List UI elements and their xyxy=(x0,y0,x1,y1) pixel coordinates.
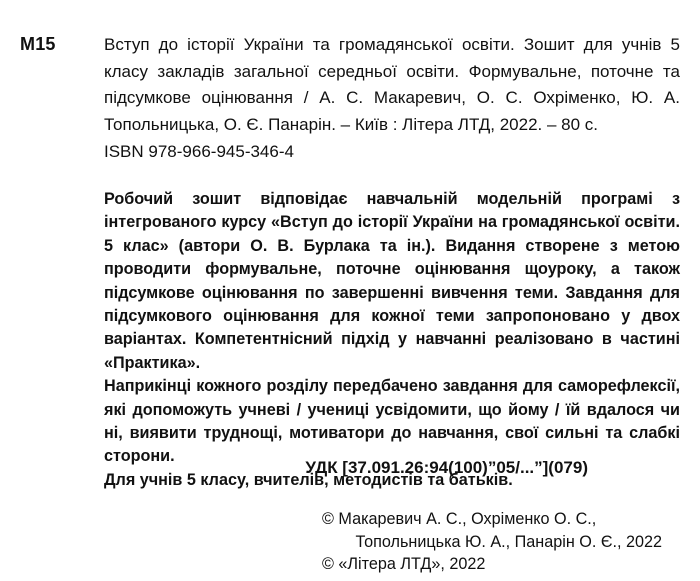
copyright-line-2: Топольницька Ю. А., Панарін О. Є., 2022 xyxy=(355,532,662,551)
annotation xyxy=(104,188,680,492)
annotation-paragraph-2: Наприкінці кожного розділу передбачено завдання для саморефлексії, які допоможуть учневі / учениці усвідомити, що йому / їй вдалося чи ні, виявити труднощі, мотиватори до навчання, свої сильні та слабкі сторони. xyxy=(104,377,680,466)
isbn-number: ISBN 978-966-945-346-4 xyxy=(104,142,294,161)
copyright-line-3: © «Літера ЛТД», 2022 xyxy=(322,555,486,573)
udk-code: УДК [37.091.26:94(100)”05/...”](079) xyxy=(305,458,588,477)
annotation-paragraph-3: Для учнів 5 класу, вчителів, методистів та батьків. xyxy=(104,470,513,489)
bibliographic-record: Вступ до історії України та громадянської освіти. Зошит для учнів 5 класу закладів загальної середньої освіти. Формувальне, поточне та підсумкове оцінювання / А. С. Макаревич, О. С. Охріменко, Ю. А. Топольницька, О. Є. Панарін. – Київ : Літера ЛТД, 2022. – 80 с. xyxy=(104,35,680,134)
copyright-block xyxy=(322,508,662,576)
annotation-paragraph-1: Робочий зошит відповідає навчальній модельній програмі з інтегрованого курсу «Вступ до історії України на громадянської освіти. 5 клас» (автори О. В. Бурлака та ін.). Видання створене з метою проводити формувальне, поточне оцінювання щоуроку, а також підсумкове оцінювання по завершенні вивчення теми. Завдання для підсумкового оцінювання для кожної теми запропоновано у двох варіантах. Компетентнісний підхід у навчанні реалізовано в частині «Практика». xyxy=(104,190,680,372)
copyright-line-1: © Макаревич А. С., Охріменко О. С., xyxy=(322,510,597,528)
classification-code: М15 xyxy=(20,34,56,54)
